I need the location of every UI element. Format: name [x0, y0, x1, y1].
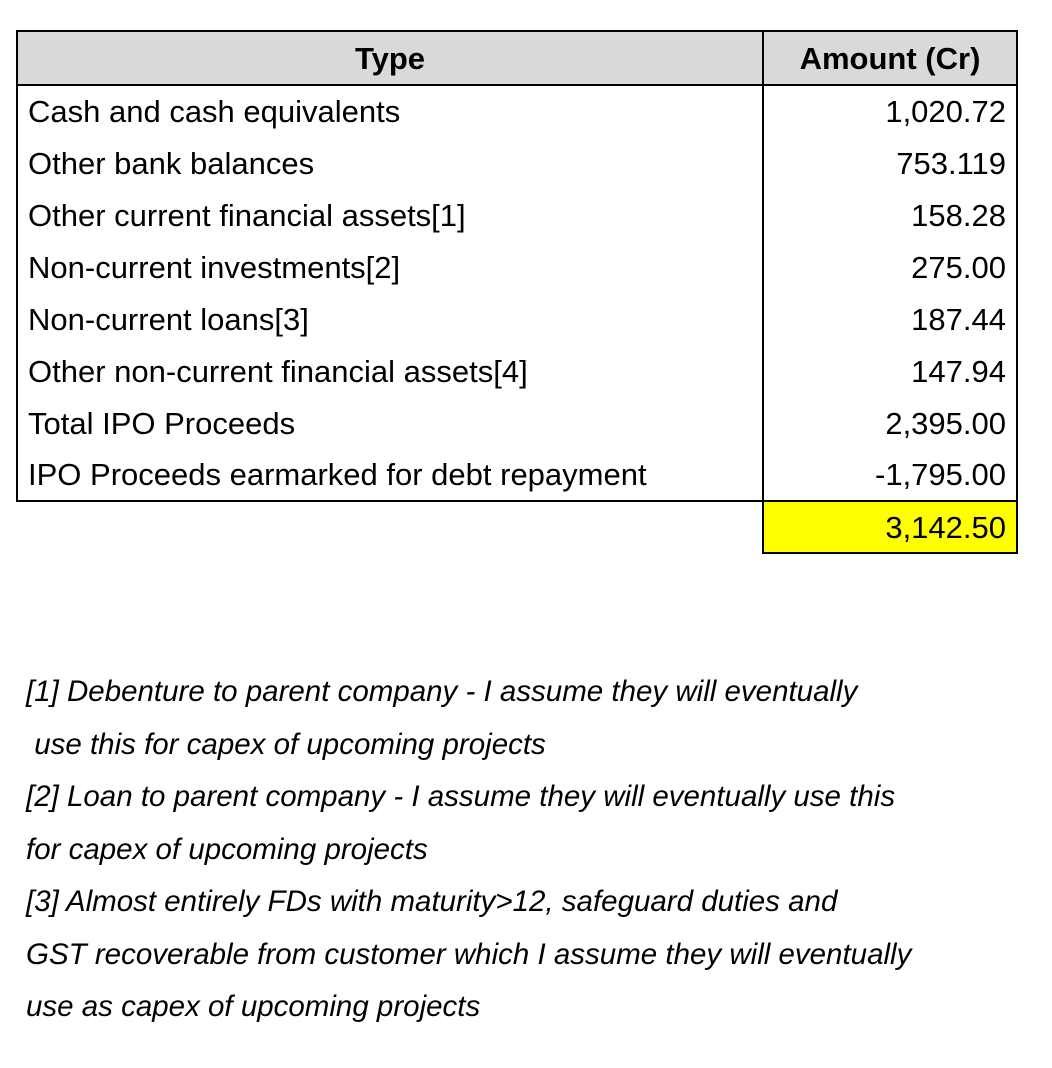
row-amount: 753.119 — [763, 137, 1017, 189]
table-row — [17, 241, 1017, 293]
header-type: Type — [17, 31, 763, 85]
row-type: IPO Proceeds earmarked for debt repayment — [17, 449, 763, 501]
row-amount: 1,020.72 — [763, 85, 1017, 137]
table-row — [17, 397, 1017, 449]
footnote-3: [3] Almost entirely FDs with maturity>12, safeguard duties and GST recoverable from customer which I assume they will eventually use as capex of upcoming projects — [26, 885, 912, 1023]
row-amount: 2,395.00 — [763, 397, 1017, 449]
row-amount: 147.94 — [763, 345, 1017, 397]
row-type: Other current financial assets[1] — [17, 189, 763, 241]
footnote-2: [2] Loan to parent company - I assume they will eventually use this for capex of upcoming projects — [26, 780, 896, 866]
row-type: Cash and cash equivalents — [17, 85, 763, 137]
table-row — [17, 293, 1017, 345]
table-row — [17, 449, 1017, 501]
total-blank-cell — [17, 501, 763, 553]
row-type: Other non-current financial assets[4] — [17, 345, 763, 397]
header-amount: Amount (Cr) — [763, 31, 1017, 85]
table-row — [17, 189, 1017, 241]
footnotes — [26, 666, 1036, 1034]
table-row — [17, 345, 1017, 397]
row-type: Other bank balances — [17, 137, 763, 189]
row-type: Non-current loans[3] — [17, 293, 763, 345]
row-amount: 275.00 — [763, 241, 1017, 293]
row-amount: 187.44 — [763, 293, 1017, 345]
total-row — [17, 501, 1017, 553]
row-amount: -1,795.00 — [763, 449, 1017, 501]
assets-table — [16, 30, 1018, 554]
table-header-row — [17, 31, 1017, 85]
row-type: Non-current investments[2] — [17, 241, 763, 293]
table-row — [17, 137, 1017, 189]
footnote-1: [1] Debenture to parent company - I assume they will eventually use this for capex of upcoming projects — [26, 675, 858, 761]
row-amount: 158.28 — [763, 189, 1017, 241]
total-value: 3,142.50 — [763, 501, 1017, 553]
row-type: Total IPO Proceeds — [17, 397, 763, 449]
table-row — [17, 85, 1017, 137]
